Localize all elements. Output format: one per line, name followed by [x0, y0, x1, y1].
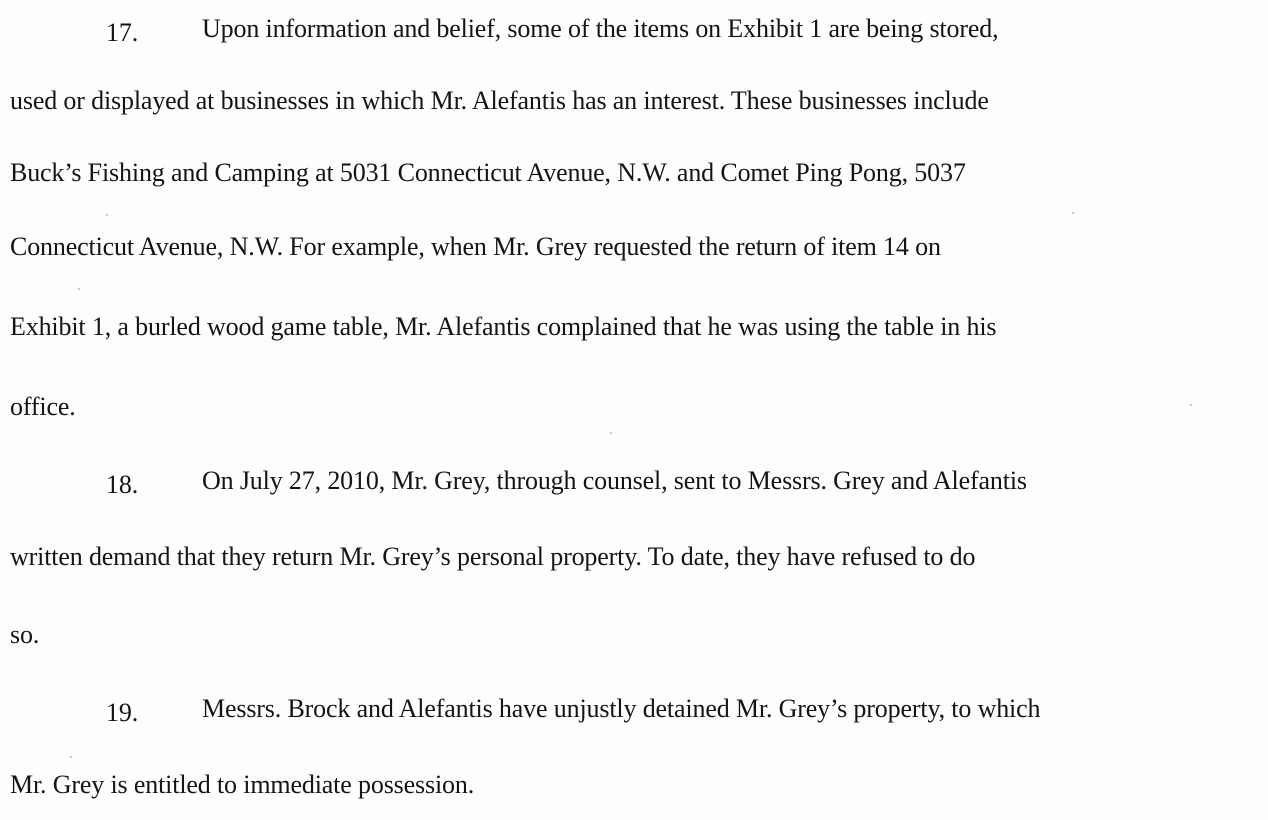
scan-speck: [610, 432, 612, 434]
paragraph-text-line: Buck’s Fishing and Camping at 5031 Connecticut Avenue, N.W. and Comet Ping Pong, 5037: [10, 158, 966, 187]
paragraph-text-line: Messrs. Brock and Alefantis have unjustly detained Mr. Grey’s property, to which: [202, 694, 1041, 723]
paragraph-text-line: written demand that they return Mr. Grey’s personal property. To date, they have refused to do: [10, 542, 976, 571]
scan-speck: [78, 288, 80, 290]
scan-speck: [106, 214, 108, 216]
scan-speck: [1072, 212, 1074, 214]
paragraph-text-line: Upon information and belief, some of the items on Exhibit 1 are being stored,: [202, 14, 999, 43]
scan-speck: [70, 756, 72, 758]
paragraph-text-line: Exhibit 1, a burled wood game table, Mr. Alefantis complained that he was using the table in his: [10, 312, 997, 341]
scan-speck: [1190, 404, 1192, 406]
paragraph-text-line: so.: [10, 620, 40, 649]
paragraph-number: 19.: [106, 698, 139, 727]
paragraph-text-line: office.: [10, 392, 76, 421]
paragraph-text-line: Mr. Grey is entitled to immediate possession.: [10, 770, 475, 799]
paragraph-text-line: Connecticut Avenue, N.W. For example, when Mr. Grey requested the return of item 14 on: [10, 232, 941, 261]
paragraph-text-line: On July 27, 2010, Mr. Grey, through counsel, sent to Messrs. Grey and Alefantis: [202, 466, 1027, 495]
paragraph-number: 17.: [106, 18, 139, 47]
paragraph-number: 18.: [106, 470, 139, 499]
paragraph-text-line: used or displayed at businesses in which Mr. Alefantis has an interest. These businesses include: [10, 86, 989, 115]
